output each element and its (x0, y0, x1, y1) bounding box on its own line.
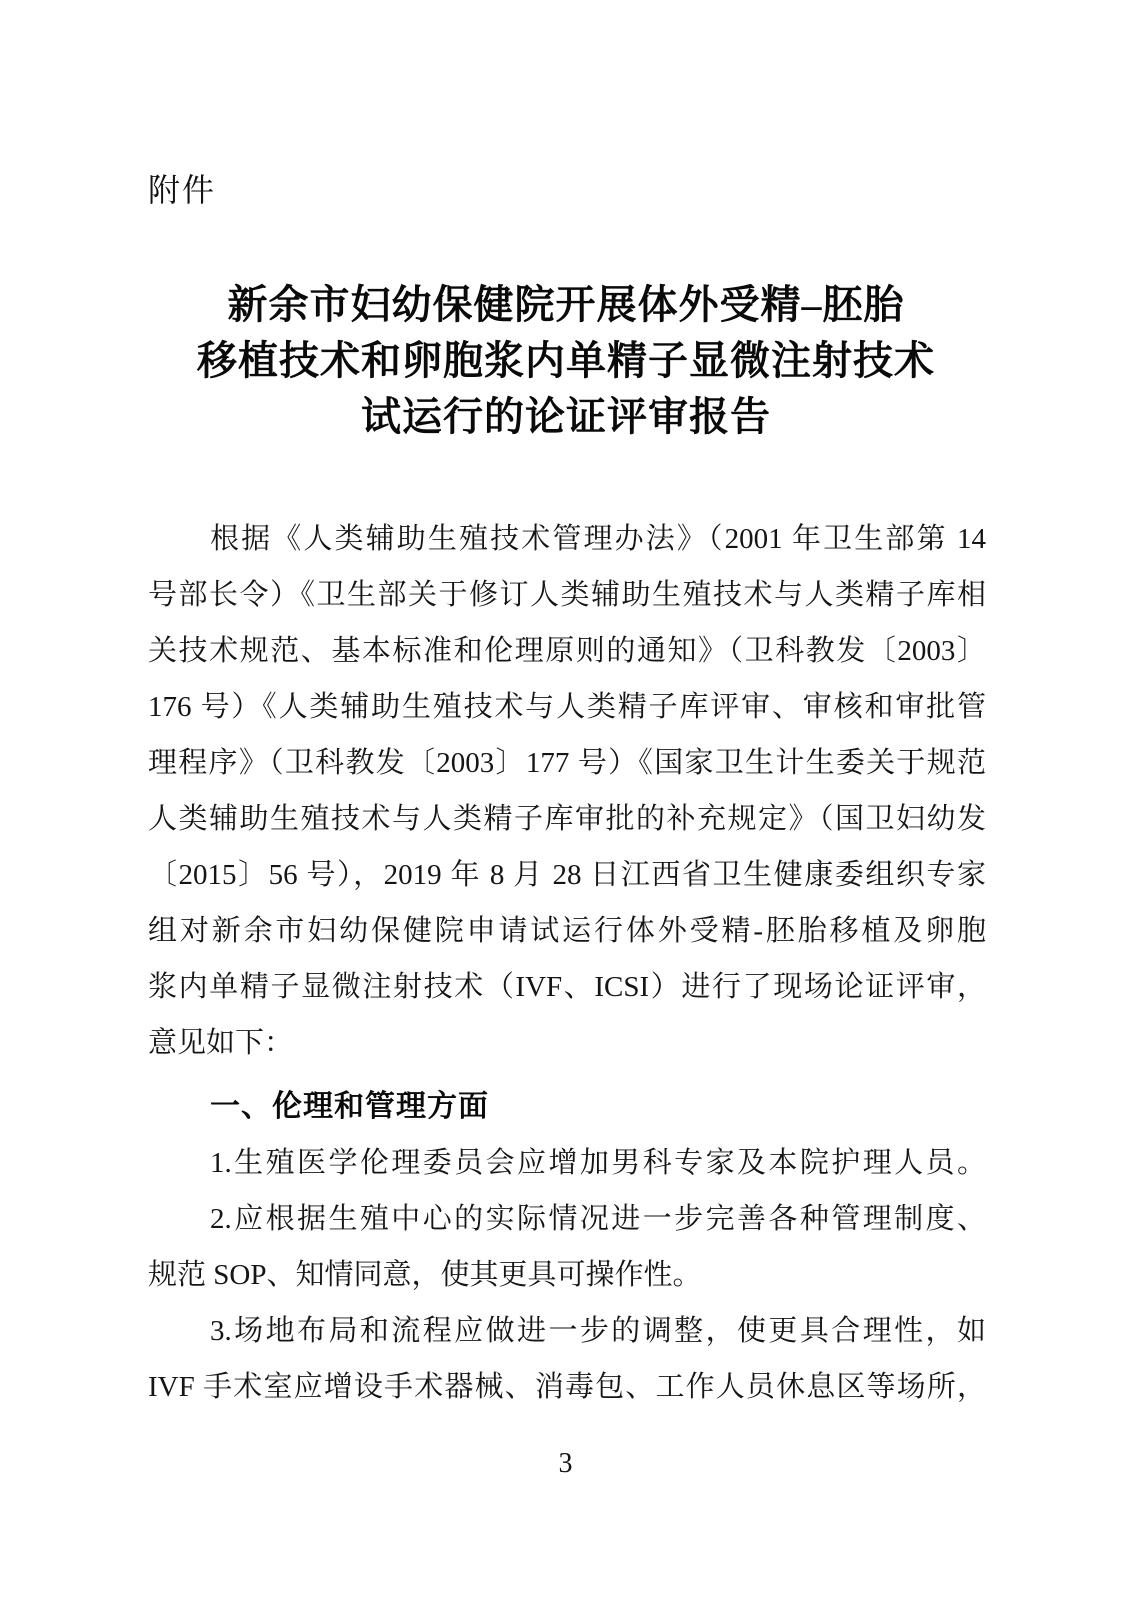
section-heading: 一、伦理和管理方面 (210, 1090, 489, 1123)
body-line: 浆内单精子显微注射技术（IVF、ICSI）进行了现场论证评审， (148, 971, 986, 1003)
body-line: 1.生殖医学伦理委员会应增加男科专家及本院护理人员。 (210, 1147, 986, 1179)
title-line-1: 新余市妇幼保健院开展体外受精–胚胎 (227, 282, 905, 327)
body-line: 人类辅助生殖技术与人类精子库审批的补充规定》（国卫妇幼发 (148, 803, 986, 835)
body-line: 〔2015〕56 号），2019 年 8 月 28 日江西省卫生健康委组织专家 (148, 859, 986, 891)
body-line: IVF 手术室应增设手术器械、消毒包、工作人员休息区等场所， (148, 1371, 986, 1403)
document-body (148, 511, 986, 1415)
body-line: 3.场地布局和流程应做进一步的调整，使更具合理性，如 (210, 1315, 986, 1347)
body-line: 意见如下： (148, 1027, 294, 1059)
document-title (146, 277, 986, 445)
body-line: 2.应根据生殖中心的实际情况进一步完善各种管理制度、 (210, 1203, 986, 1235)
body-line: 号部长令）《卫生部关于修订人类辅助生殖技术与人类精子库相 (148, 579, 986, 611)
title-line-3: 试运行的论证评审报告 (361, 394, 771, 439)
body-line: 规范 SOP、知情同意，使其更具可操作性。 (148, 1259, 702, 1291)
page-number: 3 (558, 1448, 573, 1479)
attachment-label: 附件 (148, 172, 217, 208)
body-line: 176 号）《人类辅助生殖技术与人类精子库评审、审核和审批管 (148, 691, 986, 723)
title-line-2: 移植技术和卵胞浆内单精子显微注射技术 (197, 338, 935, 383)
body-line: 理程序》（卫科教发〔2003〕177 号）《国家卫生计生委关于规范 (148, 747, 986, 779)
body-line: 根据《人类辅助生殖技术管理办法》（2001 年卫生部第 14 (210, 523, 986, 555)
body-line: 组对新余市妇幼保健院申请试运行体外受精-胚胎移植及卵胞 (148, 915, 986, 947)
body-line: 关技术规范、基本标准和伦理原则的通知》（卫科教发〔2003〕 (148, 635, 986, 667)
